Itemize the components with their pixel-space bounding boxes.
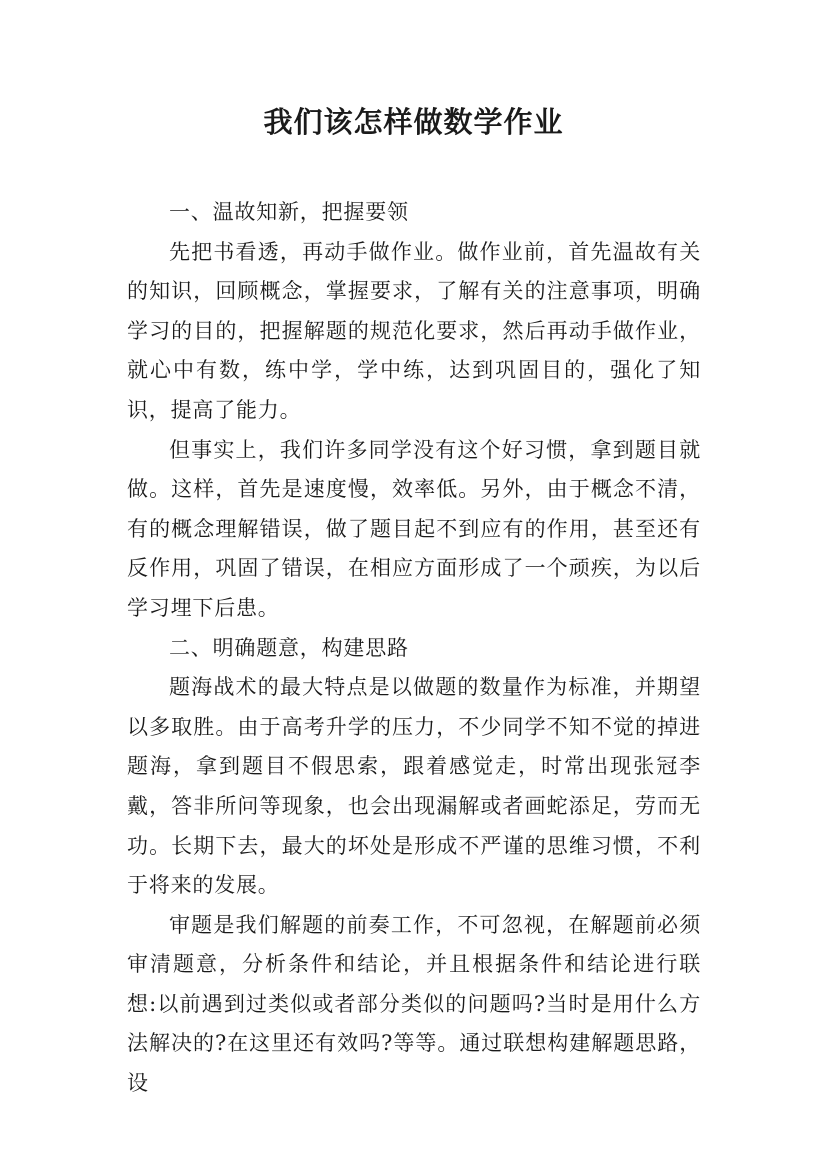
paragraph-1: 先把书看透，再动手做作业。做作业前，首先温故有关的知识，回顾概念，掌握要求，了解有关的注意事项，明确学习的目的，把握解题的规范化要求，然后再动手做作业，就心中有数，练中学，学中练，达到巩固目的，强化了知识，提高了能力。 xyxy=(127,239,701,422)
paragraph-4: 审题是我们解题的前奏工作，不可忽视，在解题前必须审清题意，分析条件和结论，并且根据条件和结论进行联想:以前遇到过类似或者部分类似的问题吗?当时是用什么方法解决的?在这里还有效吗?等等。通过联想构建解题思路，设 xyxy=(127,912,701,1096)
document-title: 我们该怎样做数学作业 xyxy=(263,105,564,139)
section-heading-1: 一、温故知新，把握要领 xyxy=(169,200,409,224)
section-heading-2: 二、明确题意，构建思路 xyxy=(169,635,409,660)
paragraph-3: 题海战术的最大特点是以做题的数量作为标准，并期望以多取胜。由于高考升学的压力，不少同学不知不觉的掉进题海，拿到题目不假思索，跟着感觉走，时常出现张冠李戴，答非所问等现象，也会出现漏解或者画蛇添足，劳而无功。长期下去，最大的坏处是形成不严谨的思维习惯，不利于将来的发展。 xyxy=(127,675,701,898)
paragraph-2: 但事实上，我们许多同学没有这个好习惯，拿到题目就做。这样，首先是速度慢，效率低。另外，由于概念不清，有的概念理解错误，做了题目起不到应有的作用，甚至还有反作用，巩固了错误，在相应方面形成了一个顽疾，为以后学习埋下后患。 xyxy=(127,437,701,620)
document-body xyxy=(127,193,701,1104)
